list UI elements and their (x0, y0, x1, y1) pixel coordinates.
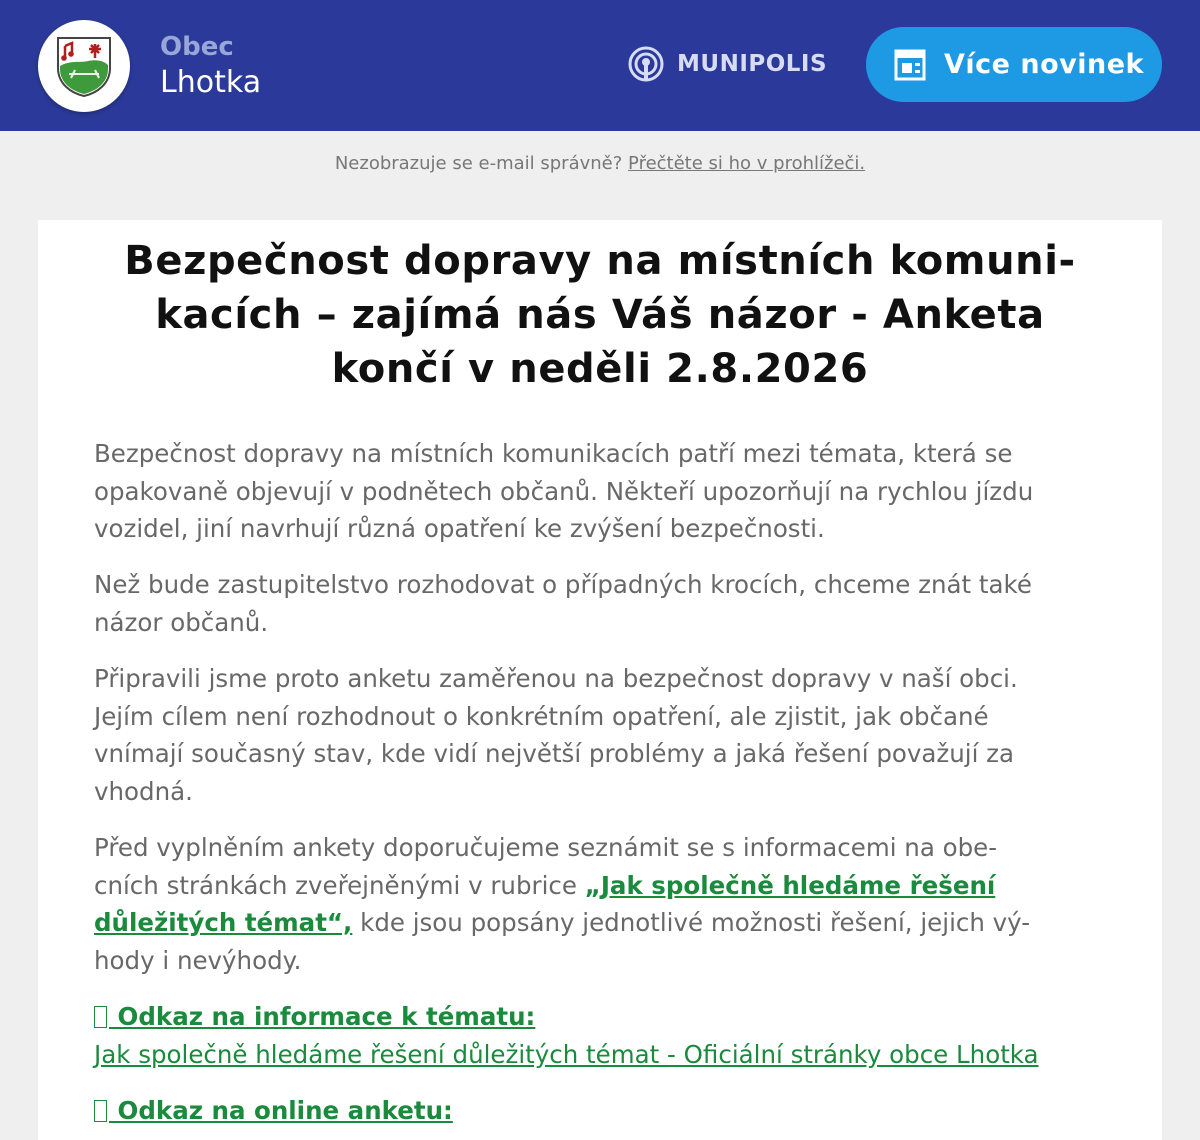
paragraph-survey-purpose (94, 660, 1114, 810)
info-link-heading-row (94, 998, 1134, 1036)
survey-link-section (94, 1092, 1134, 1130)
survey-link-heading-label: Odkaz na online anketu: (109, 1096, 453, 1125)
text-line: vhodná. (94, 776, 193, 806)
text-line: Před vyplněním ankety doporučujeme seznámit se s informacemi na obe- (94, 833, 998, 862)
coat-of-arms-icon (55, 36, 113, 98)
header (0, 0, 1200, 131)
title-line: končí v neděli 2.8.2026 (331, 346, 869, 392)
view-in-browser-notice (0, 151, 1200, 177)
rubric-link[interactable]: „Jak společně hledáme řešení (584, 870, 996, 900)
text-line: vozidel, jiní navrhují různá opatření ke zvýšení bezpečnosti. (94, 514, 825, 543)
text-line: Bezpečnost dopravy na místních komunikacích patří mezi témata, která se (94, 439, 1013, 468)
info-link-heading-label: Odkaz na informace k tématu: (109, 1002, 536, 1031)
rubric-link-continued[interactable]: důležitých témat“, (94, 908, 353, 937)
text-line: Jejím cílem není rozhodnout o konkrétním opatření, ale zjistit, jak občané (94, 701, 989, 731)
text-line: Připravili jsme proto anketu zaměřenou na bezpečnost dopravy v naší obci. (94, 664, 1018, 693)
municipality-logo[interactable] (38, 20, 130, 112)
text-segment: cních stránkách zveřejněnými v rubrice (94, 870, 585, 900)
survey-link-heading[interactable] (94, 1096, 453, 1125)
view-in-browser-link[interactable]: Přečtěte si ho v prohlížeči. (628, 153, 866, 174)
paragraph-recommendation (94, 829, 1114, 979)
text-segment: kde jsou popsány jednotlivé možnosti řešení, jejich vý- (352, 908, 1031, 937)
more-news-label: Více novinek (944, 49, 1144, 80)
broadcast-icon (627, 45, 665, 83)
text-line (94, 904, 1114, 942)
link-icon (94, 1100, 107, 1122)
title-line: kacích – zajímá nás Váš názor - Anketa (155, 292, 1045, 338)
title-line: Bezpečnost dopravy na místních komuni- (124, 238, 1076, 284)
text-line: Než bude zastupitelstvo rozhodovat o případných krocích, chceme znát také (94, 570, 1032, 599)
text-line: opakovaně objevují v podnětech občanů. Někteří upozorňují na rychlou jízdu (94, 476, 1034, 506)
info-page-link[interactable]: Jak společně hledáme řešení důležitých témat - Oficiální stránky obce Lhotka (94, 1039, 1039, 1069)
newspaper-icon (894, 49, 926, 81)
brand-label-lhotka: Lhotka (160, 65, 262, 100)
munipolis-logo[interactable] (627, 46, 827, 82)
text-line: hody i nevýhody. (94, 945, 302, 975)
munipolis-label: MUNIPOLIS (677, 51, 828, 77)
info-link-section (94, 998, 1134, 1073)
preheader-text: Nezobrazuje se e-mail správně? (334, 153, 623, 174)
paragraph-intro (94, 435, 1114, 548)
more-news-button[interactable] (866, 27, 1162, 102)
article-title (0, 234, 1200, 396)
brand-label-obec: Obec (160, 32, 234, 62)
paragraph-council (94, 566, 1114, 641)
info-link-heading[interactable] (94, 1002, 535, 1031)
link-icon (94, 1006, 107, 1028)
text-line (94, 867, 1114, 905)
text-line: vnímají současný stav, kde vidí největší problémy a jaká řešení považují za (94, 739, 1015, 768)
text-line: názor občanů. (94, 607, 269, 637)
